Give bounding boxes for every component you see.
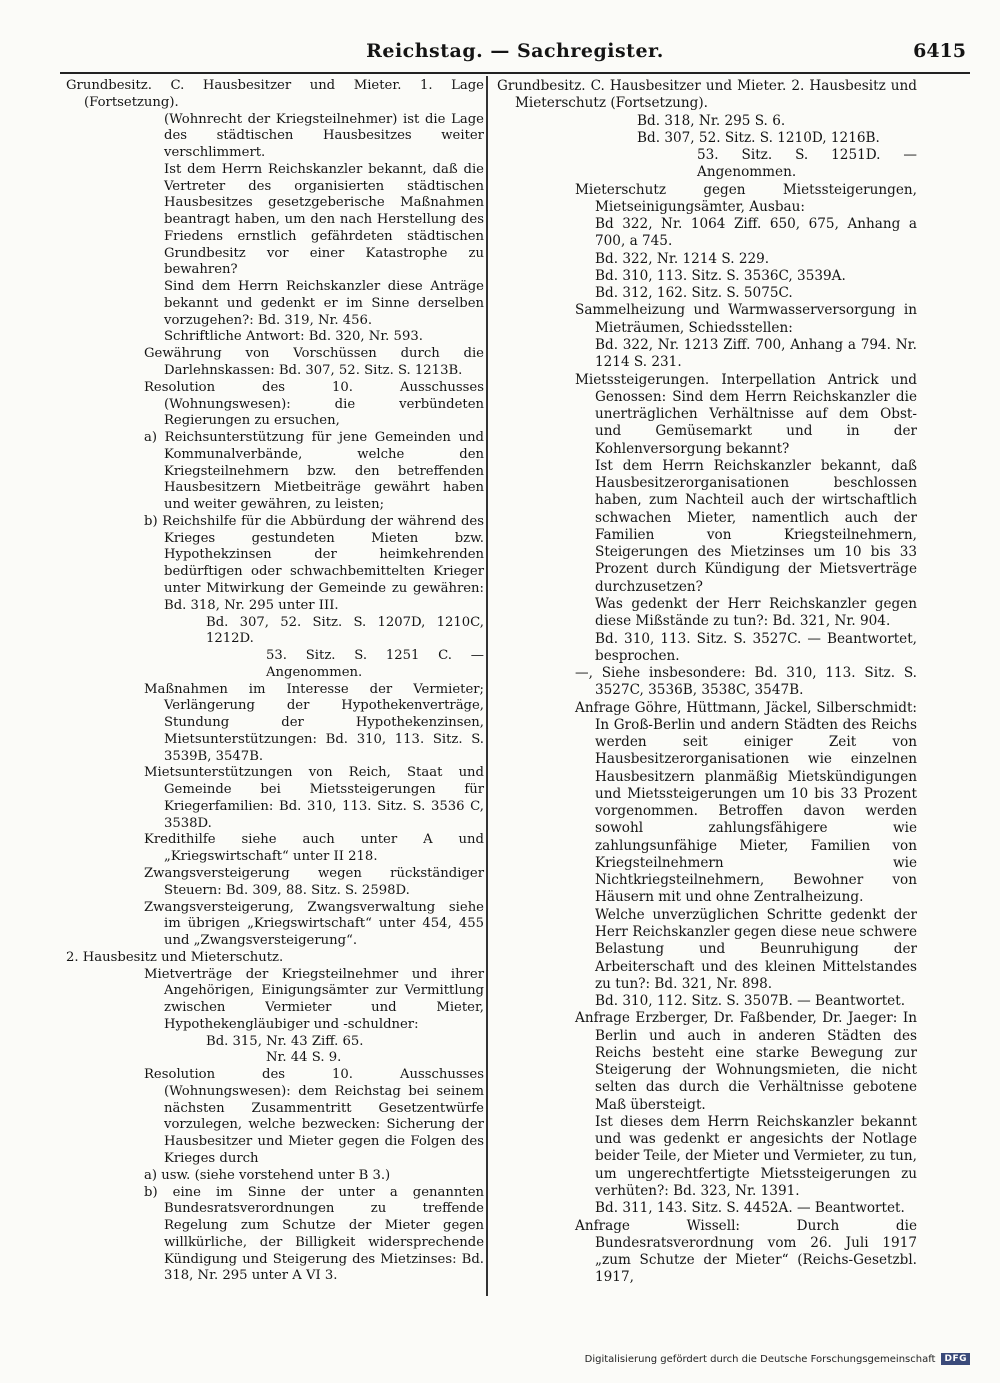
register-entry: Bd. 307, 52. Sitz. S. 1207D, 1210C, 1212D. (206, 614, 484, 647)
register-entry: Mietsunterstützungen von Reich, Staat und Gemeinde bei Mietssteigerungen für Kriegerfamilien: Bd. 310, 113. Sitz. S. 3536 C, 3538D. (144, 765, 484, 831)
register-entry: 53. Sitz. S. 1251 C. — Angenommen. (266, 648, 484, 680)
register-entry: Sammelheizung und Warmwasserversorgung in Mieträumen, Schiedsstellen: (575, 302, 917, 336)
register-entry: Bd. 307, 52. Sitz. S. 1210D, 1216B. (637, 129, 880, 146)
left-column (66, 78, 484, 1285)
register-entry: 53. Sitz. S. 1251D. — Angenommen. (697, 147, 917, 181)
register-entry: Zwangsversteigerung wegen rückständiger Steuern: Bd. 309, 88. Sitz. S. 2598D. (144, 865, 484, 898)
register-entry: Bd. 315, Nr. 43 Ziff. 65. (206, 1033, 364, 1049)
register-entry: Sind dem Herrn Reichskanzler diese Anträge bekannt und gedenkt er im Sinne derselben vorzugehen?: Bd. 319, Nr. 456. (164, 279, 484, 328)
funding-note: Digitalisierung gefördert durch die Deutsche Forschungsgemeinschaft (584, 1353, 936, 1365)
register-entry: Anfrage Erzberger, Dr. Faßbender, Dr. Jaeger: In Berlin und auch in anderen Städten des Reichs besteht eine starke Bewegung zur Steigerung der Wohnungsmieten, die nicht selten das durch die Verhältnisse gebotene Maß übersteigt. (575, 1010, 917, 1113)
register-entry: a) Reichsunterstützung für jene Gemeinden und Kommunalverbände, welche den Kriegsteilnehmern bzw. den betreffenden Hausbesitzern Mietbeiträge gewährt haben und weiter gewähren, zu leisten; (144, 430, 484, 513)
column-divider (486, 76, 488, 1296)
dfg-logo: DFG (941, 1353, 970, 1365)
register-entry: Schriftliche Antwort: Bd. 320, Nr. 593. (164, 329, 423, 345)
register-entry: Mietssteigerungen. Interpellation Antrick und Genossen: Sind dem Herrn Reichskanzler die unerträglichen Verhältnisse auf dem Obst- und Gemüsemarkt und in der Kohlenversorgung bekannt? (575, 371, 917, 457)
running-title: Reichstag. — Sachregister. (366, 40, 664, 62)
register-entry: b) eine im Sinne der unter a genannten Bundesratsverordnungen zu treffende Regelung zum Schutze der Mieter gegen willkürliche, der Billigkeit widersprechende Kündigung und Steigerung des Mietzinses: Bd. 318, Nr. 295 unter A VI 3. (144, 1184, 484, 1284)
register-entry: Kredithilfe siehe auch unter A und „Kriegswirtschaft“ unter II 218. (144, 832, 484, 865)
register-entry: Bd. 318, Nr. 295 S. 6. (637, 112, 786, 129)
register-entry: Ist dem Herrn Reichskanzler bekannt, daß Hausbesitzerorganisationen beschlossen haben, zum Nachteil auch der wirtschaftlich schwachen Mieter, namentlich auch der Familien von Kriegsteilnehmern, Steigerungen des Mietzinses um 10 bis 33 Prozent durch Kündigung der Mietsverträge durchzusetzen? (595, 457, 917, 595)
register-entry: Welche unverzüglichen Schritte gedenkt der Herr Reichskanzler gegen diese neue schwere Belastung und Beunruhigung der Arbeiterschaft und des kleinen Mittelstandes zu tun?: Bd. 321, Nr. 898. (595, 906, 917, 992)
register-entry: Bd. 310, 113. Sitz. S. 3527C. — Beantwortet, besprochen. (595, 630, 917, 664)
register-entry: Anfrage Wissell: Durch die Bundesratsverordnung vom 26. Juli 1917 „zum Schutze der Mieter“ (Reichs-Gesetzbl. 1917, (575, 1217, 917, 1286)
register-entry: Resolution des 10. Ausschusses (Wohnungswesen): die verbündeten Regierungen zu ersuchen, (144, 379, 484, 429)
page-header (60, 34, 970, 66)
register-entry: Bd. 322, Nr. 1213 Ziff. 700, Anhang a 794. Nr. 1214 S. 231. (595, 336, 917, 371)
register-entry: Bd. 322, Nr. 1214 S. 229. (595, 250, 770, 267)
register-entry: Nr. 44 S. 9. (266, 1050, 342, 1066)
register-entry: Ist dem Herrn Reichskanzler bekannt, daß die Vertreter des organisierten städtischen Hausbesitzes gesetzgeberische Maßnahmen beantragt haben, um den nach Herstellung des Friedens ernstlich gefährdeten städtischen Grundbesitz vor einer Katastrophe zu bewahren? (164, 161, 484, 278)
register-entry: Was gedenkt der Herr Reichskanzler gegen diese Mißstände zu tun?: Bd. 321, Nr. 904. (595, 595, 917, 630)
register-entry: Bd. 310, 112. Sitz. S. 3507B. — Beantwortet. (595, 993, 906, 1010)
register-entry: a) usw. (siehe vorstehend unter B 3.) (144, 1167, 391, 1183)
register-entry: —, Siehe insbesondere: Bd. 310, 113. Sitz. S. 3527C, 3536B, 3538C, 3547B. (575, 665, 917, 699)
register-entry: Bd. 310, 113. Sitz. S. 3536C, 3539A. (595, 267, 846, 284)
register-entry: Grundbesitz. C. Hausbesitzer und Mieter. 1. Lage (Fortsetzung). (66, 78, 484, 110)
register-entry: Grundbesitz. C. Hausbesitzer und Mieter. 2. Hausbesitz und Mieterschutz (Fortsetzung). (497, 78, 917, 112)
register-entry: Maßnahmen im Interesse der Vermieter; Verlängerung der Hypothekenverträge, Stundung der Hypothekenzinsen, Mietsunterstützungen: Bd. 310, 113. Sitz. S. 3539B, 3547B. (144, 681, 484, 764)
register-entry: Zwangsversteigerung, Zwangsverwaltung siehe im übrigen „Kriegswirtschaft“ unter 454, 455 und „Zwangsversteigerung“. (144, 899, 484, 949)
register-entry: Resolution des 10. Ausschusses (Wohnungswesen): dem Reichstag bei seinem nächsten Zusammentritt Gesetzentwürfe vorzulegen, welche bezwecken: Sicherung der Hausbesitzer und Mieter gegen die Folgen des Krieges durch (144, 1067, 484, 1166)
register-entry: Bd 322, Nr. 1064 Ziff. 650, 675, Anhang a 700, a 745. (595, 216, 917, 250)
register-entry: Bd. 312, 162. Sitz. S. 5075C. (595, 285, 793, 302)
footer (585, 1353, 970, 1365)
register-entry: Anfrage Göhre, Hüttmann, Jäckel, Silberschmidt: In Groß-Berlin und andern Städten des Reichs werden seit einiger Zeit von Hausbesitzerorganisationen wie einzelnen Hausbesitzern planmäßig Mietskündigungen und Mietssteigerungen um 10 bis 33 Prozent vorgenommen. Betroffen davon werden sowohl zahlungsfähigere wie zahlungsunfähige Mieter, Familien von Kriegsteilnehmern wie Nichtkriegsteilnehmern, Bewohner von Häusern mit und ohne Zentralheizung. (575, 699, 917, 906)
register-entry: Gewährung von Vorschüssen durch die Darlehnskassen: Bd. 307, 52. Sitz. S. 1213B. (144, 346, 484, 379)
register-entry: Ist dieses dem Herrn Reichskanzler bekannt und was gedenkt er angesichts der Notlage beider Teile, der Mieter und Vermieter, zu tun, um ungerechtfertigte Mietssteigerungen zu verhüten?: Bd. 323, Nr. 1391. (595, 1113, 917, 1199)
register-entry: Mieterschutz gegen Mietssteigerungen, Mietseinigungsämter, Ausbau: (575, 181, 917, 215)
right-column (497, 78, 917, 1287)
register-entry: Bd. 311, 143. Sitz. S. 4452A. — Beantwortet. (595, 1200, 905, 1217)
register-entry: Mietverträge der Kriegsteilnehmer und ihrer Angehörigen, Einigungsämter zur Vermittlung zwischen Vermieter und Mieter, Hypothekengläubiger und -schuldner: (144, 966, 484, 1032)
page-number: 6415 (913, 40, 966, 62)
register-entry: (Wohnrecht der Kriegsteilnehmer) ist die Lage des städtischen Hausbesitzes weiter verschlimmert. (164, 111, 484, 161)
register-entry: 2. Hausbesitz und Mieterschutz. (66, 949, 284, 965)
register-entry: b) Reichshilfe für die Abbürdung der während des Krieges gestundeten Mieten bzw. Hypothekzinsen der heimkehrenden bedürftigen oder schwachbemittelten Krieger unter Mitwirkung der Gemeinde zu gewähren: Bd. 318, Nr. 295 unter III. (144, 513, 484, 613)
header-rule (60, 72, 970, 74)
